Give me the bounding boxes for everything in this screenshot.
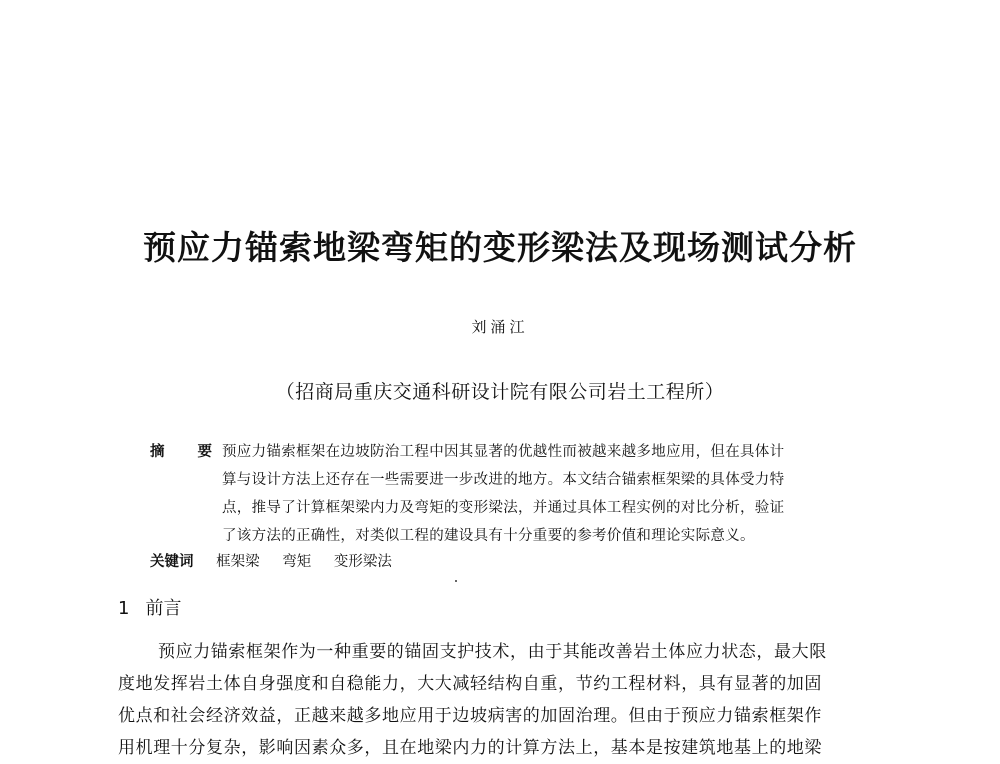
abstract-line: 算与设计方法上还存在一些需要进一步改进的地方。本文结合锚索框架梁的具体受力特 [222, 472, 785, 488]
body-line: 优点和社会经济效益，正越来越多地应用于边坡病害的加固治理。但由于预应力锚索框架作 [118, 706, 822, 726]
abstract-line: 预应力锚索框架在边坡防治工程中因其显著的优越性而被越来越多地应用，但在具体计 [222, 444, 785, 460]
body-line: 预应力锚索框架作为一种重要的锚固支护技术，由于其能改善岩土体应力状态，最大限 [158, 642, 827, 662]
section-title: 前言 [145, 598, 182, 619]
paper-title: 预应力锚索地梁弯矩的变形梁法及现场测试分析 [143, 228, 857, 267]
abstract-line: 了该方法的正确性，对类似工程的建设具有十分重要的参考价值和理论实际意义。 [222, 528, 755, 544]
keywords-block [150, 550, 392, 571]
body-paragraph [118, 636, 918, 764]
body-line: 用机理十分复杂，影响因素众多，且在地梁内力的计算方法上，基本是按建筑地基上的地梁 [118, 738, 822, 758]
keyword-item: 变形梁法 [333, 554, 392, 570]
abstract-text [222, 438, 887, 550]
scan-speck [455, 580, 457, 582]
keyword-item: 弯矩 [282, 554, 312, 570]
abstract-line: 点，推导了计算框架梁内力及弯矩的变形梁法，并通过具体工程实例的对比分析，验证 [222, 500, 785, 516]
keywords-label: 关键词 [150, 553, 194, 570]
author-affiliation: （招商局重庆交通科研设计院有限公司岩土工程所） [275, 381, 725, 403]
keyword-item: 框架梁 [216, 554, 260, 570]
abstract-label: 摘 要 [150, 443, 227, 460]
section-heading [118, 594, 181, 620]
section-number: 1 [118, 598, 130, 619]
author-name: 刘涌江 [471, 318, 529, 336]
body-line: 度地发挥岩土体自身强度和自稳能力，大大减轻结构自重，节约工程材料，具有显著的加固 [118, 674, 822, 694]
